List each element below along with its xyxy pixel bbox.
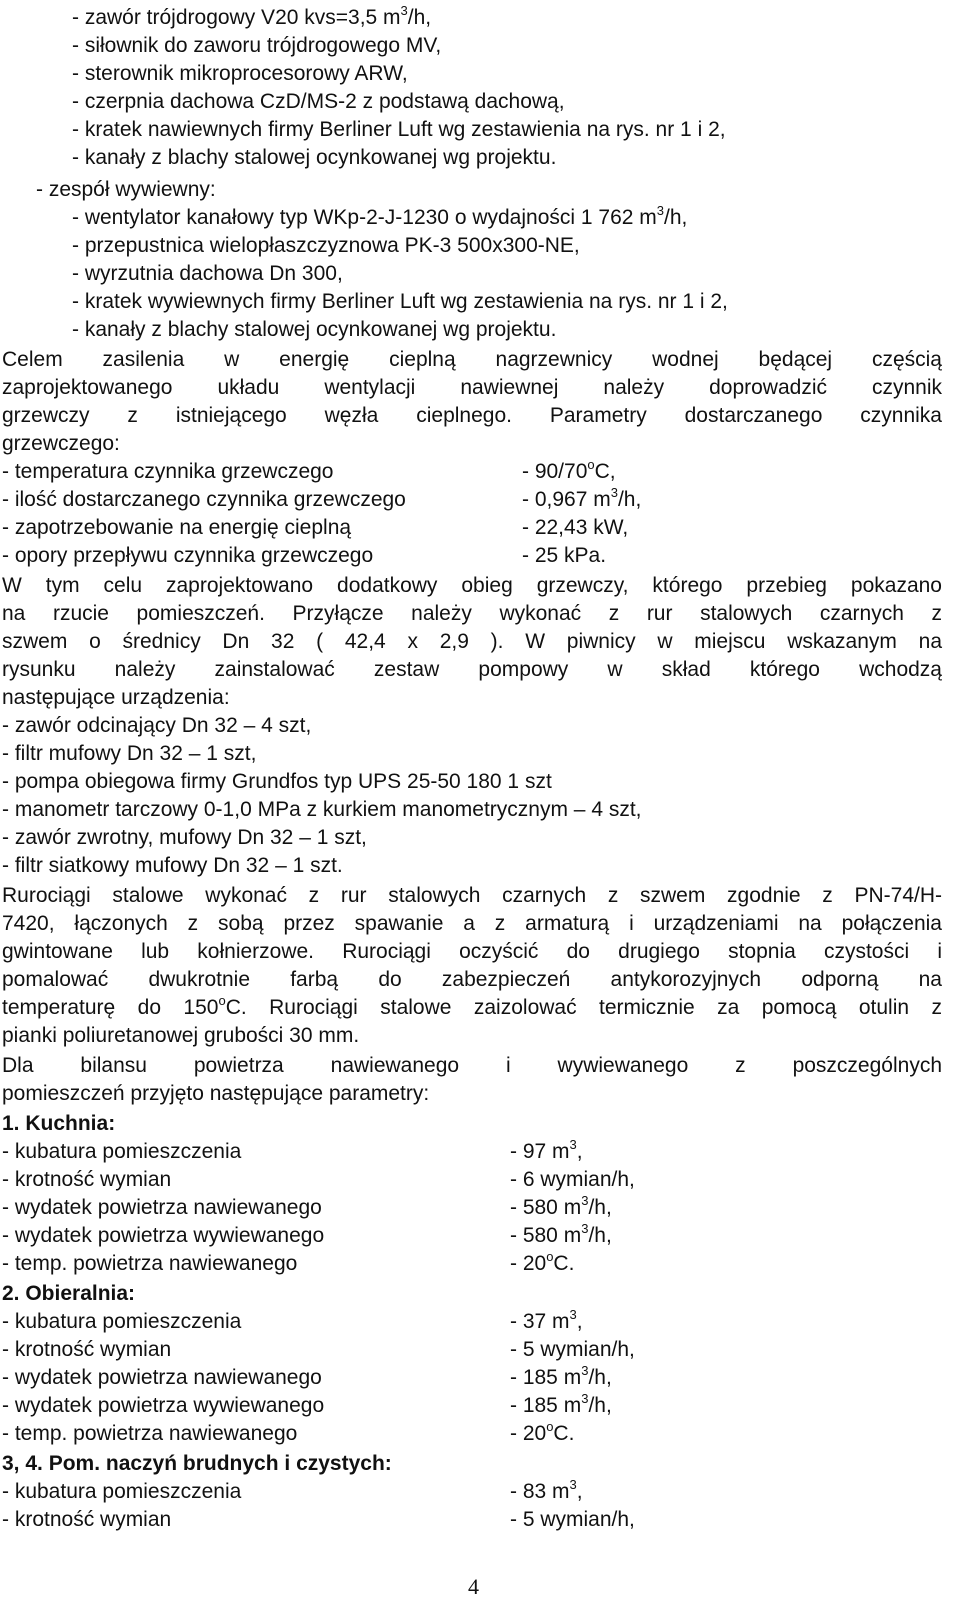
list-item: - filtr mufowy Dn 32 – 1 szt, — [2, 742, 257, 765]
list-item: - kanały z blachy stalowej ocynkowanej wg projektu. — [72, 146, 557, 169]
param-label: - wydatek powietrza wywiewanego — [2, 1394, 325, 1417]
param-label: - opory przepływu czynnika grzewczego — [2, 544, 374, 567]
param-value: - 580 $m^3/h$, — [510, 1193, 612, 1219]
param-label: - wydatek powietrza nawiewanego — [2, 1366, 322, 1389]
param-value: - 37 $m^3$, — [510, 1307, 583, 1333]
paragraph-line: Celem zasilenia w energię cieplną nagrzewnicy wodnej będącej częścią — [2, 348, 942, 371]
list-item: - kratek nawiewnych firmy Berliner Luft wg zestawienia na rys. nr 1 i 2, — [72, 118, 726, 141]
param-label: - wydatek powietrza wywiewanego — [2, 1224, 325, 1247]
room-heading: 3, 4. Pom. naczyń brudnych i czystych: — [2, 1452, 392, 1475]
param-label: - kubatura pomieszczenia — [2, 1140, 242, 1163]
param-value: - 20$^o$C. — [510, 1419, 575, 1445]
param-value: - 90/70$^o$C, — [522, 457, 616, 483]
param-label: - kubatura pomieszczenia — [2, 1310, 242, 1333]
param-value: - 185 $m^3/h$, — [510, 1363, 612, 1389]
param-value: - 6 wymian/h, — [510, 1168, 635, 1191]
param-value: - 25 kPa. — [522, 544, 607, 567]
param-label: - kubatura pomieszczenia — [2, 1480, 242, 1503]
list-item: - filtr siatkowy mufowy Dn 32 – 1 szt. — [2, 854, 343, 877]
paragraph-line: grzewczy z istniejącego węzła cieplnego. Parametry dostarczanego czynnika — [2, 404, 942, 427]
paragraph-line: szwem o średnicy Dn 32 ( 42,4 x 2,9 ). W piwnicy w miejscu wskazanym na — [2, 630, 942, 653]
section-heading: - zespół wywiewny: — [36, 178, 216, 201]
list-item: - sterownik mikroprocesorowy ARW, — [72, 62, 408, 85]
list-item: - przepustnica wielopłaszczyznowa PK-3 500x300-NE, — [72, 234, 580, 257]
paragraph-line: Rurociągi stalowe wykonać z rur stalowych czarnych z szwem zgodnie z PN-74/H- — [2, 884, 942, 907]
list-item: - wentylator kanałowy typ WKp-2-J-1230 o wydajności 1 762 $m^3/h$, — [72, 203, 688, 229]
paragraph-line: zaprojektowanego układu wentylacji nawiewnej należy doprowadzić czynnik — [2, 376, 942, 399]
param-value: - 580 $m^3/h$, — [510, 1221, 612, 1247]
paragraph-line: W tym celu zaprojektowano dodatkowy obieg grzewczy, którego przebieg pokazano — [2, 574, 942, 597]
paragraph-line: rysunku należy zainstalować zestaw pompowy w skład którego wchodzą — [2, 658, 942, 681]
page-number: 4 — [468, 1574, 479, 1599]
room-heading: 2. Obieralnia: — [2, 1282, 136, 1305]
param-label: - wydatek powietrza nawiewanego — [2, 1196, 322, 1219]
param-value: - 83 $m^3$, — [510, 1477, 583, 1503]
param-value: - 0,967 $m^3/h$, — [522, 485, 642, 511]
paragraph-line: pianki poliuretanowej grubości 30 mm. — [2, 1024, 360, 1047]
paragraph-line: na rzucie pomieszczeń. Przyłącze należy wykonać z rur stalowych czarnych z — [2, 602, 942, 625]
param-label: - krotność wymian — [2, 1168, 172, 1191]
paragraph-line: Dla bilansu powietrza nawiewanego i wywiewanego z poszczególnych — [2, 1054, 942, 1077]
list-item: - zawór odcinający Dn 32 – 4 szt, — [2, 714, 312, 737]
param-value: - 185 $m^3/h$, — [510, 1391, 612, 1417]
paragraph-line: pomalować dwukrotnie farbą do zabezpieczeń antykorozyjnych odporną na — [2, 968, 942, 991]
list-item: - zawór trójdrogowy V20 kvs=3,5 $m^3/h$, — [72, 3, 432, 29]
room-heading: 1. Kuchnia: — [2, 1112, 116, 1135]
list-item: - wyrzutnia dachowa Dn 300, — [72, 262, 343, 285]
param-label: - ilość dostarczanego czynnika grzewczego — [2, 488, 406, 511]
param-label: - temperatura czynnika grzewczego — [2, 460, 334, 483]
param-label: - krotność wymian — [2, 1338, 172, 1361]
param-label: - temp. powietrza nawiewanego — [2, 1422, 298, 1445]
param-value: - 22,43 kW, — [522, 516, 629, 539]
paragraph-line: pomieszczeń przyjęto następujące parametry: — [2, 1082, 430, 1105]
param-label: - krotność wymian — [2, 1508, 172, 1531]
list-item: - kratek wywiewnych firmy Berliner Luft wg zestawienia na rys. nr 1 i 2, — [72, 290, 728, 313]
list-item: - manometr tarczowy 0-1,0 MPa z kurkiem manometrycznym – 4 szt, — [2, 798, 642, 821]
paragraph-line: gwintowane lub kołnierzowe. Rurociągi oczyścić do drugiego stopnia czystości i — [2, 940, 942, 963]
list-item: - siłownik do zaworu trójdrogowego MV, — [72, 34, 442, 57]
list-item: - kanały z blachy stalowej ocynkowanej wg projektu. — [72, 318, 557, 341]
list-item: - czerpnia dachowa CzD/MS-2 z podstawą dachową, — [72, 90, 565, 113]
list-item: - zawór zwrotny, mufowy Dn 32 – 1 szt, — [2, 826, 367, 849]
param-label: - zapotrzebowanie na energię cieplną — [2, 516, 352, 539]
param-value: - 5 wymian/h, — [510, 1338, 635, 1361]
paragraph-line: temperaturę do 150$^o$C. Rurociągi stalowe zaizolować termicznie za pomocą otulin z — [2, 993, 942, 1019]
param-label: - temp. powietrza nawiewanego — [2, 1252, 298, 1275]
paragraph-line: następujące urządzenia: — [2, 686, 230, 709]
list-item: - pompa obiegowa firmy Grundfos typ UPS 25-50 180 1 szt — [2, 770, 552, 793]
param-value: - 97 $m^3$, — [510, 1137, 583, 1163]
param-value: - 5 wymian/h, — [510, 1508, 635, 1531]
paragraph-line: grzewczego: — [2, 432, 120, 455]
param-value: - 20$^o$C. — [510, 1249, 575, 1275]
paragraph-line: 7420, łączonych z sobą przez spawanie a z armaturą i urządzeniami na połączenia — [2, 912, 942, 935]
